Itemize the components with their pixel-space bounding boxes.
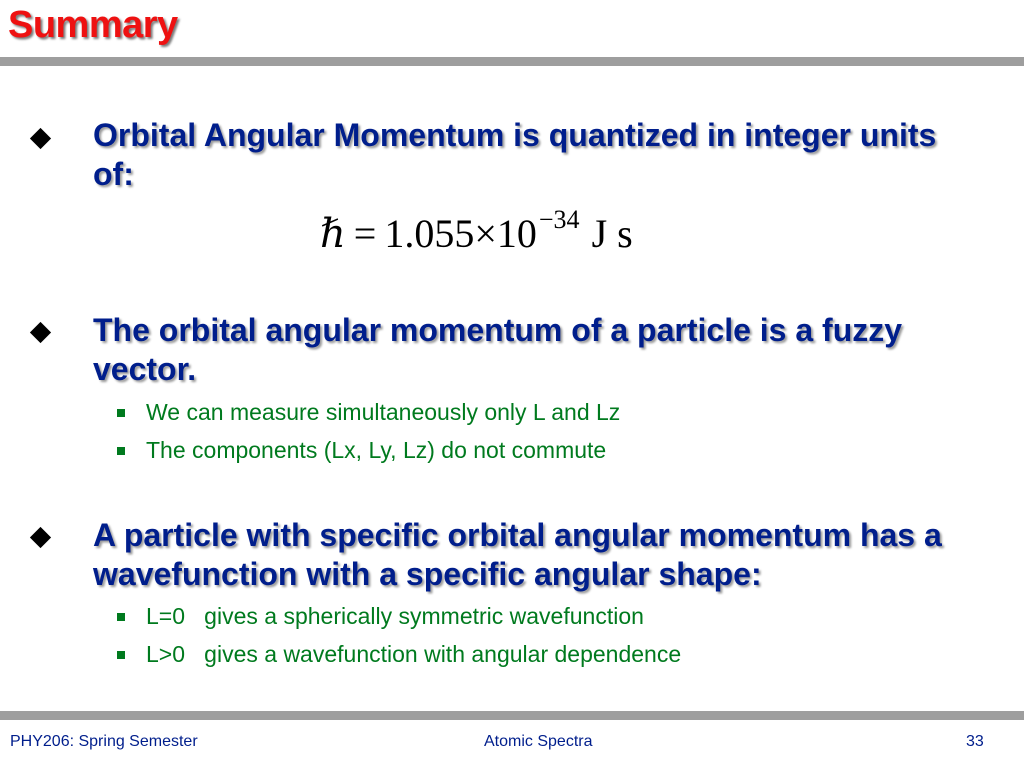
formula-base: 10 (496, 211, 537, 256)
formula-equals: = (353, 211, 377, 256)
footer-course: PHY206: Spring Semester (10, 733, 198, 750)
formula-times: × (474, 211, 497, 256)
square-bullet-icon (117, 613, 125, 621)
bullet-fuzzy-vector: The orbital angular momentum of a particle is a fuzzy vector. (93, 312, 903, 387)
hbar-symbol: ℏ (320, 211, 346, 256)
subitem-l-positive: L>0 gives a wavefunction with angular dependence (146, 641, 682, 667)
bullet-angular-shape: A particle with specific orbital angular momentum has a wavefunction with a specific angular shape: (93, 517, 942, 592)
square-bullet-icon (117, 651, 125, 659)
formula-units: J s (591, 211, 633, 256)
square-bullet-icon (117, 409, 125, 417)
diamond-bullet-icon (30, 527, 51, 548)
footer-page-number: 33 (966, 733, 984, 750)
square-bullet-icon (117, 447, 125, 455)
diamond-bullet-icon (30, 322, 51, 343)
hbar-formula (320, 205, 633, 270)
diamond-bullet-icon (30, 128, 51, 149)
subitem-commute: The components (Lx, Ly, Lz) do not commute (146, 437, 607, 463)
formula-mantissa: 1.055 (384, 211, 475, 256)
footer-topic: Atomic Spectra (484, 733, 593, 750)
formula-exponent: −34 (538, 205, 580, 234)
slide-title: Summary (8, 4, 178, 46)
subitem-l-zero: L=0 gives a spherically symmetric wavefunction (146, 603, 644, 629)
subitem-measure: We can measure simultaneously only L and Lz (146, 399, 621, 425)
footer-divider (0, 711, 1024, 720)
title-divider (0, 57, 1024, 66)
bullet-quantized: Orbital Angular Momentum is quantized in integer units of: (93, 117, 937, 192)
